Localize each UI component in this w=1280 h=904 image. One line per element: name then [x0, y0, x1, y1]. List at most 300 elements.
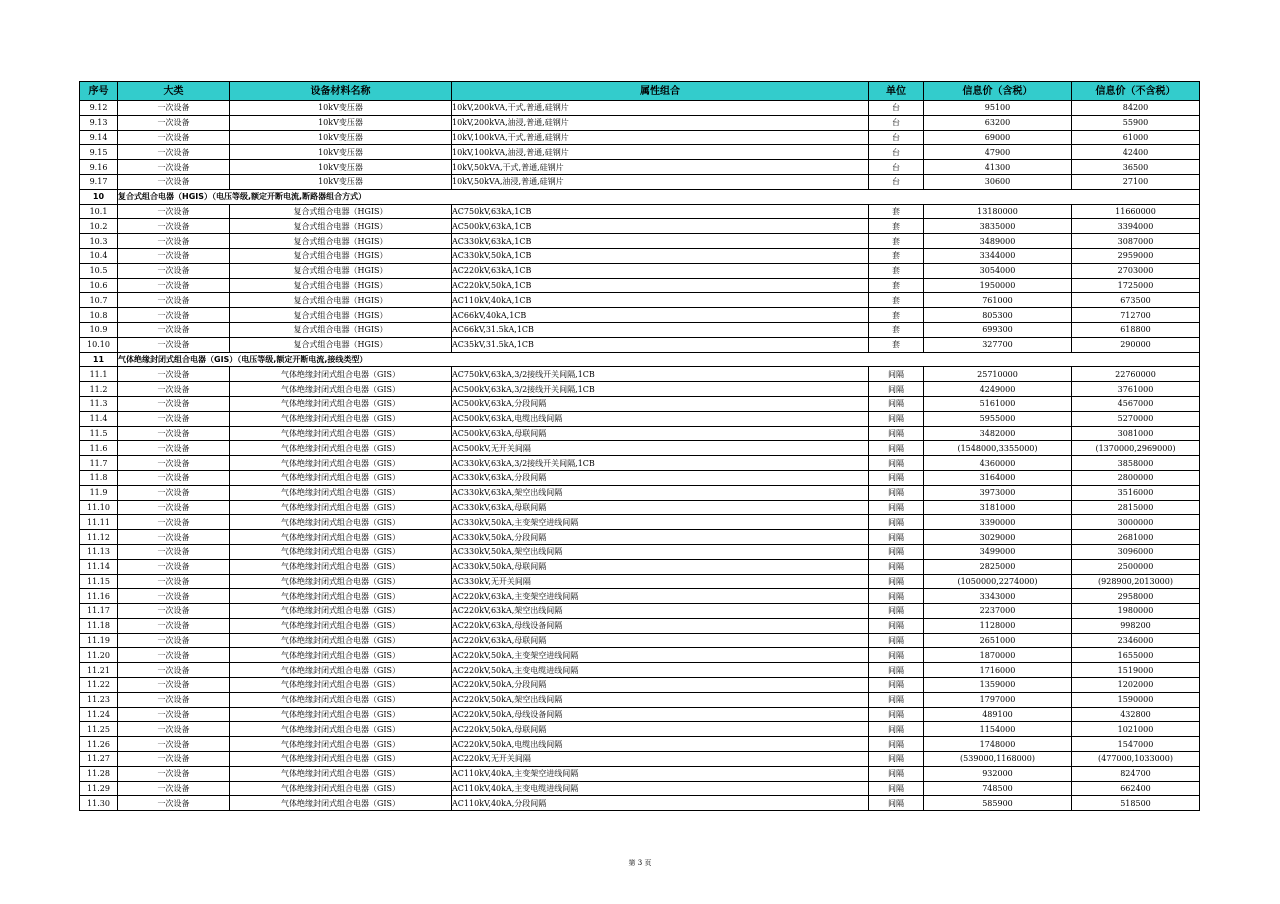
cell-unit: 间隔	[869, 633, 924, 648]
cell-unit: 套	[869, 263, 924, 278]
cell-material-name: 复合式组合电器（HGIS）	[230, 248, 452, 263]
cell-price-excl-tax: 36500	[1072, 160, 1200, 175]
cell-price-incl-tax: 805300	[924, 308, 1072, 323]
cell-unit: 间隔	[869, 456, 924, 471]
cell-index: 11.9	[80, 485, 118, 500]
cell-unit: 间隔	[869, 441, 924, 456]
cell-price-incl-tax: 30600	[924, 174, 1072, 189]
cell-material-name: 10kV变压器	[230, 145, 452, 160]
table-row	[80, 530, 1200, 545]
cell-attributes: AC750kV,63kA,3/2接线开关间隔,1CB	[452, 367, 869, 382]
cell-price-incl-tax: 489100	[924, 707, 1072, 722]
cell-attributes: AC330kV,50kA,分段间隔	[452, 530, 869, 545]
cell-price-incl-tax: 3499000	[924, 544, 1072, 559]
cell-attributes: AC500kV,63kA,1CB	[452, 219, 869, 234]
cell-material-name: 气体绝缘封闭式组合电器（GIS）	[230, 426, 452, 441]
cell-index: 11.22	[80, 678, 118, 693]
cell-price-incl-tax: 2651000	[924, 633, 1072, 648]
cell-category: 一次设备	[118, 648, 230, 663]
cell-unit: 间隔	[869, 737, 924, 752]
cell-material-name: 气体绝缘封闭式组合电器（GIS）	[230, 604, 452, 619]
cell-price-incl-tax: 1154000	[924, 722, 1072, 737]
cell-material-name: 气体绝缘封闭式组合电器（GIS）	[230, 367, 452, 382]
cell-material-name: 10kV变压器	[230, 160, 452, 175]
cell-price-incl-tax: 1870000	[924, 648, 1072, 663]
cell-material-name: 气体绝缘封闭式组合电器（GIS）	[230, 485, 452, 500]
cell-attributes: AC66kV,31.5kA,1CB	[452, 322, 869, 337]
cell-category: 一次设备	[118, 678, 230, 693]
cell-category: 一次设备	[118, 278, 230, 293]
cell-attributes: AC35kV,31.5kA,1CB	[452, 337, 869, 352]
cell-category: 一次设备	[118, 722, 230, 737]
cell-price-incl-tax: 1748000	[924, 737, 1072, 752]
cell-price-incl-tax: (539000,1168000)	[924, 752, 1072, 767]
table-row	[80, 633, 1200, 648]
cell-category: 一次设备	[118, 234, 230, 249]
cell-price-excl-tax: 2346000	[1072, 633, 1200, 648]
cell-index: 9.17	[80, 174, 118, 189]
table-row	[80, 278, 1200, 293]
cell-material-name: 气体绝缘封闭式组合电器（GIS）	[230, 559, 452, 574]
cell-attributes: AC330kV,无开关间隔	[452, 574, 869, 589]
cell-category: 一次设备	[118, 485, 230, 500]
cell-unit: 台	[869, 115, 924, 130]
cell-category: 一次设备	[118, 500, 230, 515]
cell-attributes: AC110kV,40kA,主变电缆进线间隔	[452, 781, 869, 796]
cell-category: 一次设备	[118, 604, 230, 619]
table-row	[80, 781, 1200, 796]
cell-index: 11.25	[80, 722, 118, 737]
table-row	[80, 160, 1200, 175]
cell-category: 一次设备	[118, 426, 230, 441]
cell-price-incl-tax: 1950000	[924, 278, 1072, 293]
table-row	[80, 574, 1200, 589]
header-index: 序号	[80, 82, 118, 101]
cell-category: 一次设备	[118, 145, 230, 160]
cell-material-name: 复合式组合电器（HGIS）	[230, 204, 452, 219]
cell-category: 一次设备	[118, 308, 230, 323]
cell-price-incl-tax: 63200	[924, 115, 1072, 130]
cell-price-incl-tax: 3973000	[924, 485, 1072, 500]
cell-attributes: AC500kV,63kA,电缆出线间隔	[452, 411, 869, 426]
cell-attributes: AC220kV,63kA,母线设备间隔	[452, 618, 869, 633]
cell-material-name: 气体绝缘封闭式组合电器（GIS）	[230, 781, 452, 796]
cell-attributes: AC220kV,50kA,主变电缆进线间隔	[452, 663, 869, 678]
cell-material-name: 气体绝缘封闭式组合电器（GIS）	[230, 663, 452, 678]
cell-price-incl-tax: 5955000	[924, 411, 1072, 426]
cell-price-excl-tax: 2815000	[1072, 500, 1200, 515]
cell-category: 一次设备	[118, 263, 230, 278]
cell-price-excl-tax: 3761000	[1072, 382, 1200, 397]
table-row	[80, 174, 1200, 189]
cell-price-excl-tax: 3000000	[1072, 515, 1200, 530]
table-row	[80, 219, 1200, 234]
cell-attributes: AC500kV,63kA,分段间隔	[452, 396, 869, 411]
section-header-row	[80, 352, 1200, 367]
cell-attributes: AC330kV,63kA,母联间隔	[452, 500, 869, 515]
cell-price-excl-tax: 55900	[1072, 115, 1200, 130]
cell-index: 10.3	[80, 234, 118, 249]
cell-category: 一次设备	[118, 559, 230, 574]
cell-unit: 间隔	[869, 707, 924, 722]
cell-price-incl-tax: 585900	[924, 796, 1072, 811]
cell-material-name: 气体绝缘封闭式组合电器（GIS）	[230, 456, 452, 471]
table-row	[80, 411, 1200, 426]
cell-index: 10.7	[80, 293, 118, 308]
cell-price-excl-tax: 1725000	[1072, 278, 1200, 293]
cell-attributes: AC220kV,50kA,分段间隔	[452, 678, 869, 693]
table-row	[80, 589, 1200, 604]
cell-index: 11.17	[80, 604, 118, 619]
cell-index: 11.2	[80, 382, 118, 397]
table-row	[80, 145, 1200, 160]
header-category: 大类	[118, 82, 230, 101]
cell-material-name: 气体绝缘封闭式组合电器（GIS）	[230, 692, 452, 707]
cell-category: 一次设备	[118, 293, 230, 308]
cell-price-excl-tax: 290000	[1072, 337, 1200, 352]
table-row	[80, 204, 1200, 219]
cell-attributes: AC220kV,63kA,1CB	[452, 263, 869, 278]
cell-category: 一次设备	[118, 130, 230, 145]
table-row	[80, 322, 1200, 337]
cell-attributes: 10kV,200kVA,干式,普通,硅钢片	[452, 101, 869, 116]
cell-index: 10.9	[80, 322, 118, 337]
cell-price-incl-tax: 2825000	[924, 559, 1072, 574]
cell-unit: 台	[869, 145, 924, 160]
cell-category: 一次设备	[118, 115, 230, 130]
table-row	[80, 692, 1200, 707]
cell-category: 一次设备	[118, 337, 230, 352]
table-row	[80, 604, 1200, 619]
cell-unit: 间隔	[869, 692, 924, 707]
cell-price-incl-tax: 932000	[924, 766, 1072, 781]
cell-unit: 台	[869, 160, 924, 175]
cell-index: 10.2	[80, 219, 118, 234]
cell-price-incl-tax: 3390000	[924, 515, 1072, 530]
header-attributes: 属性组合	[452, 82, 869, 101]
cell-category: 一次设备	[118, 766, 230, 781]
cell-index: 11.28	[80, 766, 118, 781]
table-row	[80, 515, 1200, 530]
cell-price-excl-tax: 712700	[1072, 308, 1200, 323]
cell-price-incl-tax: 1128000	[924, 618, 1072, 633]
cell-material-name: 气体绝缘封闭式组合电器（GIS）	[230, 633, 452, 648]
cell-price-excl-tax: 432800	[1072, 707, 1200, 722]
cell-price-excl-tax: 3096000	[1072, 544, 1200, 559]
cell-attributes: AC220kV,50kA,主变架空进线间隔	[452, 648, 869, 663]
cell-index: 11.19	[80, 633, 118, 648]
cell-material-name: 10kV变压器	[230, 130, 452, 145]
cell-category: 一次设备	[118, 101, 230, 116]
cell-attributes: AC110kV,40kA,分段间隔	[452, 796, 869, 811]
cell-material-name: 10kV变压器	[230, 101, 452, 116]
cell-material-name: 气体绝缘封闭式组合电器（GIS）	[230, 618, 452, 633]
cell-unit: 套	[869, 322, 924, 337]
cell-attributes: 10kV,100kVA,干式,普通,硅钢片	[452, 130, 869, 145]
cell-material-name: 气体绝缘封闭式组合电器（GIS）	[230, 766, 452, 781]
cell-unit: 间隔	[869, 544, 924, 559]
cell-index: 11.1	[80, 367, 118, 382]
cell-unit: 间隔	[869, 485, 924, 500]
cell-unit: 套	[869, 308, 924, 323]
cell-price-excl-tax: 5270000	[1072, 411, 1200, 426]
cell-attributes: AC330kV,63kA,1CB	[452, 234, 869, 249]
cell-category: 一次设备	[118, 796, 230, 811]
cell-category: 一次设备	[118, 530, 230, 545]
cell-category: 一次设备	[118, 396, 230, 411]
cell-attributes: AC110kV,40kA,主变架空进线间隔	[452, 766, 869, 781]
cell-category: 一次设备	[118, 367, 230, 382]
cell-category: 一次设备	[118, 382, 230, 397]
cell-unit: 间隔	[869, 663, 924, 678]
cell-price-incl-tax: 3164000	[924, 470, 1072, 485]
cell-price-incl-tax: 13180000	[924, 204, 1072, 219]
cell-index: 10.6	[80, 278, 118, 293]
table-row	[80, 796, 1200, 811]
cell-price-excl-tax: 662400	[1072, 781, 1200, 796]
cell-price-incl-tax: 1359000	[924, 678, 1072, 693]
cell-price-incl-tax: (1050000,2274000)	[924, 574, 1072, 589]
cell-attributes: AC220kV,63kA,主变架空进线间隔	[452, 589, 869, 604]
cell-index: 10.5	[80, 263, 118, 278]
cell-price-incl-tax: 25710000	[924, 367, 1072, 382]
cell-price-incl-tax: 1797000	[924, 692, 1072, 707]
cell-unit: 套	[869, 219, 924, 234]
cell-category: 一次设备	[118, 470, 230, 485]
table-row	[80, 367, 1200, 382]
cell-category: 一次设备	[118, 219, 230, 234]
cell-attributes: 10kV,100kVA,油浸,普通,硅钢片	[452, 145, 869, 160]
cell-attributes: AC330kV,63kA,3/2接线开关间隔,1CB	[452, 456, 869, 471]
cell-category: 一次设备	[118, 204, 230, 219]
cell-index: 11.7	[80, 456, 118, 471]
cell-price-excl-tax: 42400	[1072, 145, 1200, 160]
cell-material-name: 复合式组合电器（HGIS）	[230, 308, 452, 323]
table-row	[80, 248, 1200, 263]
cell-index: 10.4	[80, 248, 118, 263]
cell-attributes: AC220kV,63kA,母联间隔	[452, 633, 869, 648]
cell-category: 一次设备	[118, 589, 230, 604]
cell-price-incl-tax: 3482000	[924, 426, 1072, 441]
cell-price-excl-tax: 1655000	[1072, 648, 1200, 663]
cell-price-incl-tax: 3344000	[924, 248, 1072, 263]
cell-price-excl-tax: 22760000	[1072, 367, 1200, 382]
table-row	[80, 559, 1200, 574]
cell-price-incl-tax: 1716000	[924, 663, 1072, 678]
cell-price-excl-tax: 3858000	[1072, 456, 1200, 471]
cell-category: 一次设备	[118, 574, 230, 589]
cell-price-excl-tax: 1547000	[1072, 737, 1200, 752]
cell-attributes: AC220kV,50kA,母线设备间隔	[452, 707, 869, 722]
cell-unit: 间隔	[869, 382, 924, 397]
cell-category: 一次设备	[118, 544, 230, 559]
cell-price-excl-tax: 1021000	[1072, 722, 1200, 737]
cell-index: 11.6	[80, 441, 118, 456]
cell-material-name: 气体绝缘封闭式组合电器（GIS）	[230, 722, 452, 737]
cell-material-name: 气体绝缘封闭式组合电器（GIS）	[230, 500, 452, 515]
cell-category: 一次设备	[118, 737, 230, 752]
table-row	[80, 766, 1200, 781]
cell-price-incl-tax: 761000	[924, 293, 1072, 308]
table-row	[80, 737, 1200, 752]
cell-price-excl-tax: (477000,1033000)	[1072, 752, 1200, 767]
table-row	[80, 234, 1200, 249]
cell-price-excl-tax: 3087000	[1072, 234, 1200, 249]
section-header-row	[80, 189, 1200, 204]
cell-attributes: AC500kV,无开关间隔	[452, 441, 869, 456]
cell-material-name: 气体绝缘封闭式组合电器（GIS）	[230, 544, 452, 559]
table-row	[80, 663, 1200, 678]
cell-material-name: 气体绝缘封闭式组合电器（GIS）	[230, 752, 452, 767]
cell-unit: 间隔	[869, 796, 924, 811]
cell-price-incl-tax: 5161000	[924, 396, 1072, 411]
cell-unit: 台	[869, 174, 924, 189]
table-row	[80, 678, 1200, 693]
cell-index: 11.16	[80, 589, 118, 604]
cell-price-incl-tax: 3054000	[924, 263, 1072, 278]
cell-price-excl-tax: 1519000	[1072, 663, 1200, 678]
cell-unit: 套	[869, 234, 924, 249]
cell-price-excl-tax: 518500	[1072, 796, 1200, 811]
cell-price-incl-tax: 4249000	[924, 382, 1072, 397]
cell-index: 9.15	[80, 145, 118, 160]
price-table	[79, 81, 1200, 811]
cell-unit: 间隔	[869, 678, 924, 693]
cell-price-incl-tax: 3489000	[924, 234, 1072, 249]
cell-material-name: 复合式组合电器（HGIS）	[230, 234, 452, 249]
cell-material-name: 10kV变压器	[230, 115, 452, 130]
cell-index: 11.5	[80, 426, 118, 441]
cell-unit: 间隔	[869, 604, 924, 619]
cell-category: 一次设备	[118, 633, 230, 648]
cell-price-incl-tax: 3181000	[924, 500, 1072, 515]
cell-price-incl-tax: 95100	[924, 101, 1072, 116]
table-row	[80, 382, 1200, 397]
cell-unit: 间隔	[869, 648, 924, 663]
cell-unit: 套	[869, 278, 924, 293]
cell-index: 9.16	[80, 160, 118, 175]
cell-category: 一次设备	[118, 618, 230, 633]
cell-price-incl-tax: 69000	[924, 130, 1072, 145]
cell-price-excl-tax: 27100	[1072, 174, 1200, 189]
cell-category: 一次设备	[118, 663, 230, 678]
cell-attributes: AC330kV,63kA,分段间隔	[452, 470, 869, 485]
cell-category: 一次设备	[118, 515, 230, 530]
cell-material-name: 气体绝缘封闭式组合电器（GIS）	[230, 411, 452, 426]
table-row	[80, 426, 1200, 441]
cell-price-excl-tax: 824700	[1072, 766, 1200, 781]
cell-category: 一次设备	[118, 752, 230, 767]
cell-material-name: 气体绝缘封闭式组合电器（GIS）	[230, 382, 452, 397]
cell-attributes: AC110kV,40kA,1CB	[452, 293, 869, 308]
table-row	[80, 396, 1200, 411]
cell-index: 11.14	[80, 559, 118, 574]
cell-price-incl-tax: 4360000	[924, 456, 1072, 471]
cell-material-name: 气体绝缘封闭式组合电器（GIS）	[230, 441, 452, 456]
cell-price-excl-tax: 673500	[1072, 293, 1200, 308]
cell-material-name: 复合式组合电器（HGIS）	[230, 219, 452, 234]
cell-attributes: AC220kV,50kA,母联间隔	[452, 722, 869, 737]
cell-material-name: 10kV变压器	[230, 174, 452, 189]
cell-unit: 套	[869, 337, 924, 352]
cell-unit: 间隔	[869, 752, 924, 767]
cell-price-incl-tax: 41300	[924, 160, 1072, 175]
table-row	[80, 456, 1200, 471]
cell-unit: 间隔	[869, 500, 924, 515]
cell-index: 10.10	[80, 337, 118, 352]
cell-attributes: AC330kV,50kA,1CB	[452, 248, 869, 263]
cell-unit: 间隔	[869, 766, 924, 781]
cell-attributes: AC66kV,40kA,1CB	[452, 308, 869, 323]
cell-category: 一次设备	[118, 441, 230, 456]
cell-index: 11.20	[80, 648, 118, 663]
table-row	[80, 130, 1200, 145]
cell-index: 11.18	[80, 618, 118, 633]
cell-attributes: AC220kV,50kA,架空出线间隔	[452, 692, 869, 707]
cell-index: 11.8	[80, 470, 118, 485]
cell-index: 11.4	[80, 411, 118, 426]
cell-material-name: 气体绝缘封闭式组合电器（GIS）	[230, 678, 452, 693]
cell-attributes: AC220kV,无开关间隔	[452, 752, 869, 767]
cell-material-name: 气体绝缘封闭式组合电器（GIS）	[230, 515, 452, 530]
cell-unit: 台	[869, 101, 924, 116]
cell-category: 一次设备	[118, 692, 230, 707]
cell-material-name: 气体绝缘封闭式组合电器（GIS）	[230, 396, 452, 411]
cell-material-name: 气体绝缘封闭式组合电器（GIS）	[230, 707, 452, 722]
cell-index: 11.26	[80, 737, 118, 752]
cell-price-excl-tax: 3081000	[1072, 426, 1200, 441]
cell-price-excl-tax: 2800000	[1072, 470, 1200, 485]
cell-attributes: AC750kV,63kA,1CB	[452, 204, 869, 219]
cell-unit: 间隔	[869, 470, 924, 485]
cell-material-name: 复合式组合电器（HGIS）	[230, 293, 452, 308]
cell-attributes: AC330kV,50kA,主变架空进线间隔	[452, 515, 869, 530]
cell-material-name: 复合式组合电器（HGIS）	[230, 337, 452, 352]
table-row	[80, 293, 1200, 308]
cell-price-excl-tax: 84200	[1072, 101, 1200, 116]
cell-index: 11.10	[80, 500, 118, 515]
cell-price-excl-tax: 998200	[1072, 618, 1200, 633]
table-row	[80, 337, 1200, 352]
cell-unit: 间隔	[869, 396, 924, 411]
cell-index: 10.1	[80, 204, 118, 219]
header-unit: 单位	[869, 82, 924, 101]
table-row	[80, 752, 1200, 767]
cell-index: 9.14	[80, 130, 118, 145]
cell-price-incl-tax: 327700	[924, 337, 1072, 352]
table-row	[80, 263, 1200, 278]
cell-unit: 间隔	[869, 589, 924, 604]
cell-price-incl-tax: 699300	[924, 322, 1072, 337]
table-row	[80, 308, 1200, 323]
cell-price-excl-tax: 61000	[1072, 130, 1200, 145]
cell-price-excl-tax: 2959000	[1072, 248, 1200, 263]
table-row	[80, 470, 1200, 485]
cell-index: 11.11	[80, 515, 118, 530]
table-row	[80, 722, 1200, 737]
cell-category: 一次设备	[118, 781, 230, 796]
cell-unit: 间隔	[869, 618, 924, 633]
cell-attributes: AC220kV,63kA,架空出线间隔	[452, 604, 869, 619]
cell-index: 11.23	[80, 692, 118, 707]
cell-price-excl-tax: 1202000	[1072, 678, 1200, 693]
cell-material-name: 气体绝缘封闭式组合电器（GIS）	[230, 796, 452, 811]
cell-price-excl-tax: 3516000	[1072, 485, 1200, 500]
table-row	[80, 441, 1200, 456]
cell-attributes: AC330kV,63kA,架空出线间隔	[452, 485, 869, 500]
cell-index: 9.12	[80, 101, 118, 116]
page-number: 第 3 页	[628, 859, 652, 867]
